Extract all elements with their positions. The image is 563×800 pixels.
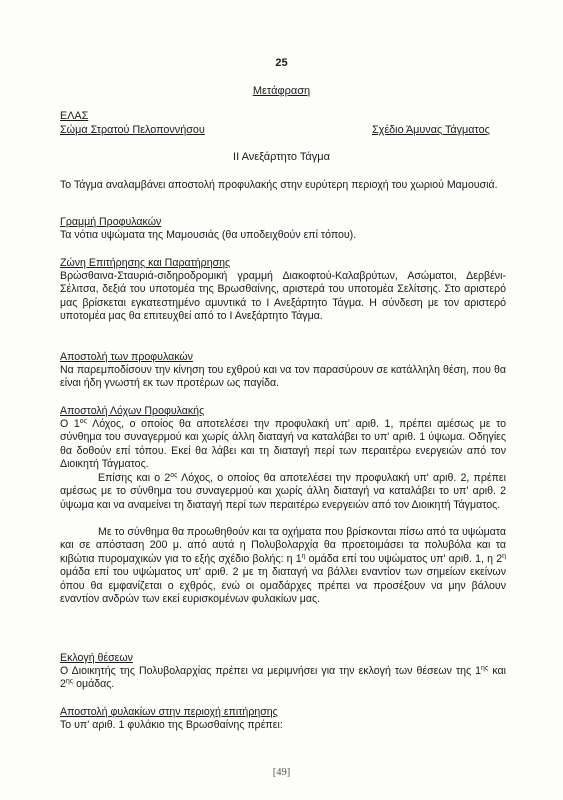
companies-paragraph-1: Ο $1^{o\varsigma}$ Λόχος, ο οποίος θα αποτελέσει την προφυλακή υπ' αριθ. 1, πρέπει αμέσως με το σύνθημα του συναγερμού και χωρίς άλλη διαταγή να καταλάβει το υπ' αριθ. 1 ύψωμα. Οδηγίες θα δοθούν επί τόπου. Εκεί θα λάβει και τη διαταγή περί των περαιτέρω ενεργειών από τον Διοικητή Τάγματος. xyxy=(60,418,507,471)
battalion-title: ΙΙ Ανεξάρτητο Τάγμα xyxy=(233,151,330,163)
translation-heading: Μετάφραση xyxy=(252,85,311,97)
section-outpost-line-title: Γραμμή Προφυλακών xyxy=(60,216,162,228)
intro-paragraph: Το Τάγμα αναλαμβάνει αποστολή προφυλακής στην ευρύτερη περιοχή του χωριού Μαμουσιά. xyxy=(60,179,498,191)
section-outpost-mission-title: Αποστολή των προφυλακών xyxy=(60,351,193,363)
section-surveillance-zone-text: Βρώσθαινα-Σταυριά-σιδηροδρομική γραμμή Διακοφτού-Καλαβρύτων, Ασώματοι, Δερβένι-Σέλιτσα, δεξιά του υποτομέα της Βρωσθαίνης, αριστερά του υποτομέα Σελίτσης. Στο αριστερό μας βρίσκεται εγκατεστημένο αμυντικά το Ι Ανεξάρτητο Τάγμα. Η σύνδεση με τον αριστερό υποτομέα μας θα επιτευχθεί από το Ι Ανεξάρτητο Τάγμα. xyxy=(60,270,506,323)
companies-paragraph-3: Με το σύνθημα θα προωθηθούν και τα οχήματα που βρίσκονται πίσω από τα υψώματα και σε απόσταση 200 μ. από αυτά η Πολυβολαρχία θα προετοιμάσει τα πολυβόλα και τα κιβώτια πυρομαχικών για το εξής σχέδιο βολής: η $1^\eta$ ομάδα επί του υψώματος υπ' αριθ. 1, η $2^\eta$ ομάδα επί του υψώματος υπ' αριθ. 2 με τη διαταγή να βάλλει εναντίον των σημείων εκείνων όπου θα εμφανίζεται ο εχθρός, ενώ οι ομαδάρχες πρέπει να προσέξουν να μην βάλουν εναντίον ανδρών των εκεί ευρισκομένων φυλακίων μας. xyxy=(60,526,506,606)
footer-page-number: [49] xyxy=(272,767,291,778)
section-outpost-mission-text: Να παρεμποδίσουν την κίνηση του εχθρού και να τον παρασύρουν σε κατάλληλη θέση, που θα είναι ήδη γνωστή εκ των προτέρων ως παγίδα. xyxy=(60,364,506,390)
companies-paragraph-2: Επίσης και ο $2^{o\varsigma}$ Λόχος, ο οποίος θα αποτελέσει την προφυλακή υπ' αριθ. 2, πρέπει αμέσως με το σύνθημα του συναγερμού και χωρίς άλλη διαταγή να καταλάβει το υπ' αριθ. 2 ύψωμα και να αναμείνει τη διαταγή περί των περαιτέρω ενεργειών από τον Διοικητή Τάγματος. xyxy=(60,472,507,511)
org-name: ΕΛΑΣ xyxy=(60,110,89,122)
section-positions-text: Ο Διοικητής της Πολυβολαρχίας πρέπει να μεριμνήσει για την εκλογή των θέσεων της $1^{\eta\varsigma}$ και $2^{\eta\varsigma}$ ομάδας. xyxy=(60,665,506,691)
section-outpost-line-text: Τα νότια υψώματα της Μαμουσιάς (θα υποδειχθούν επί τόπου). xyxy=(60,229,357,241)
plan-title: Σχέδιο Άμυνας Τάγματος xyxy=(372,124,490,136)
corps-name: Σώμα Στρατού Πελοποννήσου xyxy=(60,124,205,136)
page-number: 25 xyxy=(275,57,288,69)
section-posts-title: Αποστολή φυλακίων στην περιοχή επιτήρησης xyxy=(60,706,278,718)
section-posts-text: Το υπ' αριθ. 1 φυλάκιο της Βρωσθαίνης πρέπει: xyxy=(60,719,283,731)
section-companies-mission-title: Αποστολή Λόχων Προφυλακής xyxy=(60,405,205,417)
section-positions-title: Εκλογή θέσεων xyxy=(60,652,133,664)
org-label xyxy=(60,110,88,123)
section-surveillance-zone-title: Ζώνη Επιτήρησης και Παρατήρησης xyxy=(60,257,231,269)
